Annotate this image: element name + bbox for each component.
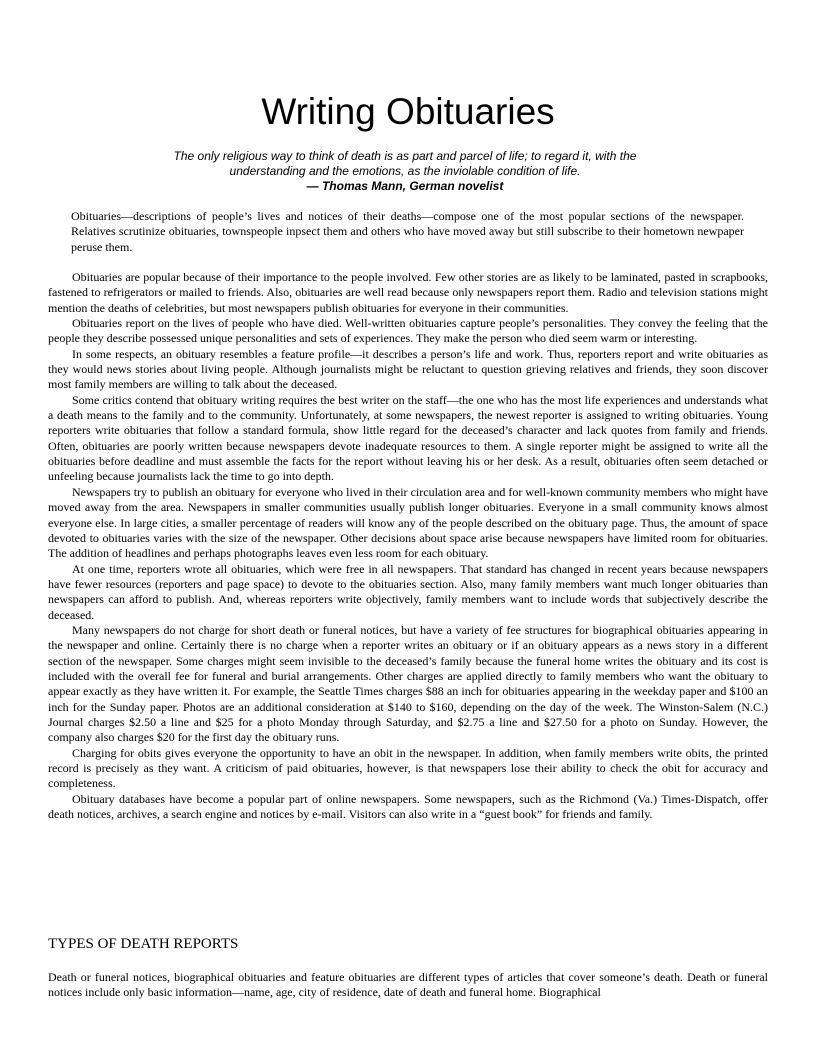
body-paragraph: In some respects, an obituary resembles a feature profile—it describes a person’s life and work. Thus, reporters report and write obituaries as they would news stories about living people. Although journalists might be reluctant to question grieving relatives and friends, they soon discover most family members are willing to talk about the deceased. — [48, 346, 768, 392]
body-paragraph: Newspapers try to publish an obituary for everyone who lived in their circulation area and for well-known community members who might have moved away from the area. Newspapers in smaller communities usually publish longer obituaries. Everyone in a small community knows almost everyone else. In large cities, a smaller percentage of readers will know any of the people described on the obituary page. Thus, the amount of space devoted to obituaries varies with the size of the newspaper. Other decisions about space arise because newspapers have limited room for obituaries. The addition of headlines and perhaps photographs leaves even less room for each obituary. — [48, 484, 768, 561]
body-paragraph: Many newspapers do not charge for short death or funeral notices, but have a variety of fee structures for biographical obituaries appearing in the newspaper and online. Certainly there is no charge when a reporter writes an obituary or if an obituary appears as a news story in a different section of the newspaper. Some charges might seem invisible to the deceased’s family because the funeral home writes the obituary and its cost is included with the overall fee for funeral and burial arrangements. Other charges are applied directly to family members who want the obituary to appear exactly as they have written it. For example, the Seattle Times charges $88 an inch for obituaries appearing in the weekday paper and $100 an inch for the Sunday paper. Photos are an additional consideration at $140 to $160, depending on the day of the week. The Winston-Salem (N.C.) Journal charges $2.50 a line and $25 for a photo Monday through Saturday, and $2.75 a line and $27.50 for a photo on Sunday. However, the company also charges $20 for the first day the obituary runs. — [48, 622, 768, 745]
body-paragraph: Charging for obits gives everyone the opportunity to have an obit in the newspaper. In addition, when family members write obits, the printed record is precisely as they want. A criticism of paid obituaries, however, is that newspapers lose their ability to check the obit for accuracy and completeness. — [48, 745, 768, 791]
body-paragraph: Some critics contend that obituary writing requires the best writer on the staff—the one who has the most life experiences and understands what a death means to the family and to the community. Unfortunately, at some newspapers, the newest reporter is assigned to writing obituaries. Young reporters write obituaries that follow a standard formula, show little regard for the deceased’s character and lack quotes from family and friends. Often, obituaries are poorly written because newspapers devote inadequate resources to them. A single reporter might be assigned to write all the obituaries before deadline and must assemble the facts for the report without leaving his or her desk. As a result, obituaries often seem detached or unfeeling because journalists lack the time to go into depth. — [48, 392, 768, 484]
page-title: Writing Obituaries — [261, 91, 555, 132]
body-paragraph: Obituaries report on the lives of people who have died. Well-written obituaries capture people’s personalities. They convey the feeling that the people they describe possessed unique personalities and sets of experiences. They make the person who died seem warm or interesting. — [48, 316, 768, 346]
epigraph-quote: The only religious way to think of death is as part and parcel of life; to regard it, with the understanding and the emotions, as the inviolable condition of life. — [173, 149, 637, 178]
body-paragraph: Obituary databases have become a popular part of online newspapers. Some newspapers, such as the Richmond (Va.) Times-Dispatch, offer death notices, archives, a search engine and notices by e-mail. Visitors can also write in a “guest book” for friends and family. — [48, 791, 768, 822]
section-paragraph: Death or funeral notices, biographical obituaries and feature obituaries are different types of articles that cover someone’s death. Death or funeral notices include only basic information—name, age, city of residence, date of death and funeral home. Biographical — [48, 970, 768, 1000]
section-heading: TYPES OF DEATH REPORTS — [48, 936, 239, 952]
body-paragraph: Obituaries are popular because of their importance to the people involved. Few other stories are as likely to be laminated, pasted in scrapbooks, fastened to refrigerators or mailed to friends. Also, obituaries are well read because only newspapers report them. Radio and television stations might mention the deaths of celebrities, but most newspapers publish obituaries for everyone in their communities. — [48, 270, 768, 315]
epigraph — [140, 149, 670, 194]
body-paragraph: At one time, reporters wrote all obituaries, which were free in all newspapers. That standard has changed in recent years because newspapers have fewer resources (reporters and page space) to devote to the obituaries section. Also, many family members want much longer obituaries than newspapers can afford to publish. And, whereas reporters write objectively, family members want to include words that subjectively describe the deceased. — [48, 561, 768, 622]
lead-paragraph: Obituaries—descriptions of people’s lives and notices of their deaths—compose one of the most popular sections of the newspaper. Relatives scrutinize obituaries, townspeople inpsect them and others who have moved away but still subscribe to their hometown newpaper peruse them. — [71, 209, 744, 254]
epigraph-attribution: — Thomas Mann, German novelist — [306, 179, 504, 193]
body-text — [48, 270, 768, 822]
